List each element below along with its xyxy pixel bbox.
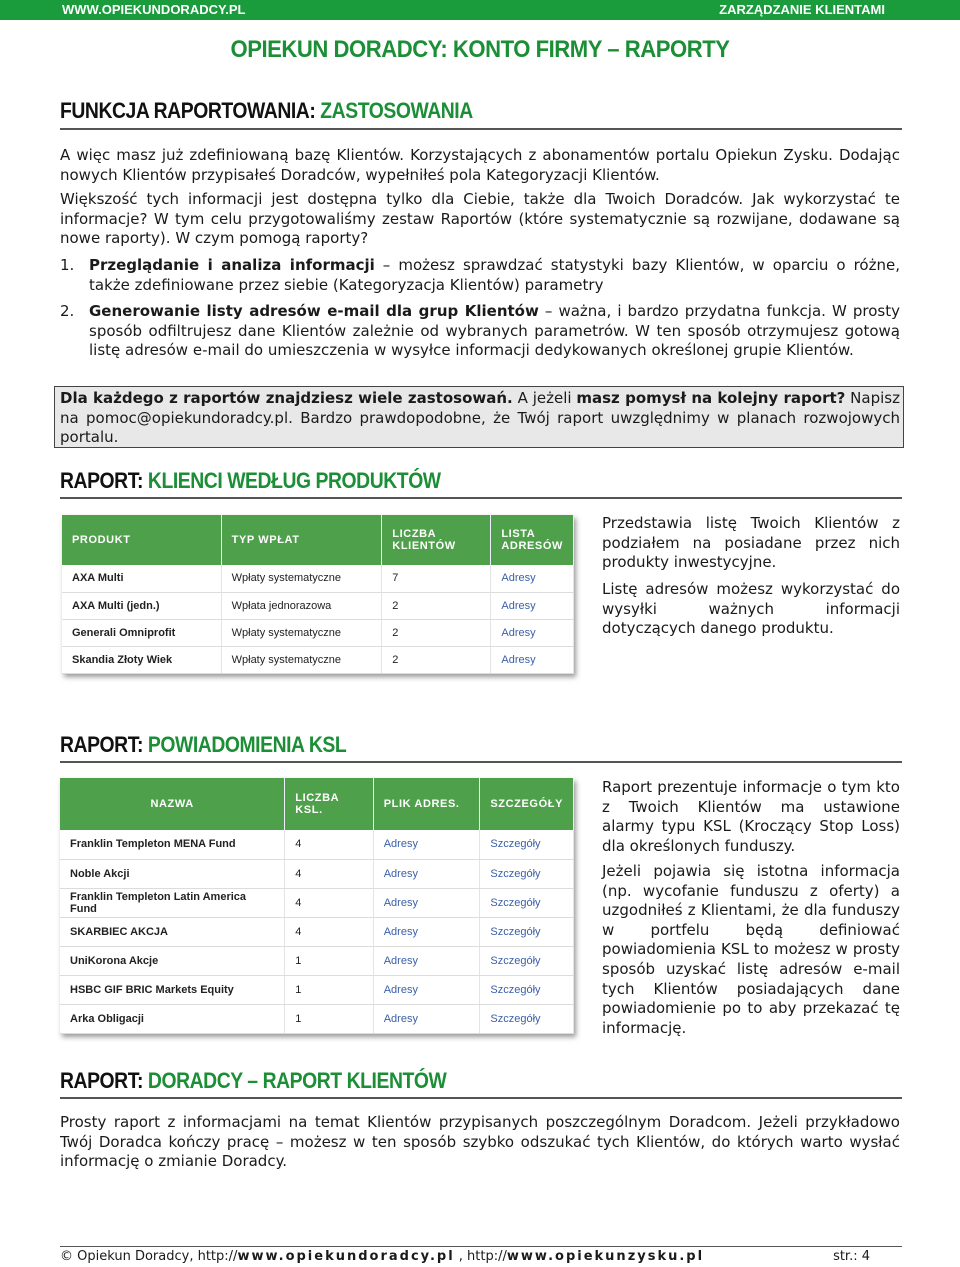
table-cell: 2	[382, 619, 491, 646]
table-link[interactable]: Szczegóły	[480, 946, 574, 975]
highlight-text-2: Napisz na pomoc@opiekundoradcy.pl. Bardzo prawdopodobne, że Twój raport uwzględnimy w planach rozwojowych portalu.	[60, 389, 900, 447]
section-heading-zastosowania	[60, 98, 473, 124]
table-cell: HSBC GIF BRIC Markets Equity	[60, 975, 285, 1004]
table-link[interactable]: Adresy	[491, 565, 574, 592]
footer-rule	[60, 1246, 902, 1247]
col-header: PLIK ADRES.	[373, 778, 480, 830]
table-link[interactable]: Adresy	[491, 592, 574, 619]
list-item	[89, 302, 900, 361]
table-row	[60, 975, 574, 1004]
table-link[interactable]: Szczegóły	[480, 859, 574, 888]
table-cell: 2	[382, 646, 491, 673]
table-cell: UniKorona Akcje	[60, 946, 285, 975]
footer-link-opiekundoradcy[interactable]: www.opiekundoradcy.pl	[237, 1249, 455, 1264]
heading-suffix: POWIADOMIENIA KSL	[147, 732, 347, 757]
table-cell: 1	[285, 1004, 373, 1033]
table-cell: 2	[382, 592, 491, 619]
top-bar	[0, 0, 960, 20]
col-header: NAZWA	[60, 778, 285, 830]
table-link[interactable]: Adresy	[491, 646, 574, 673]
footer-link-opiekunzysku[interactable]: www.opiekunzysku.pl	[506, 1249, 705, 1264]
list-number: 1.	[60, 256, 75, 274]
table-row	[60, 888, 574, 917]
table-link[interactable]: Adresy	[373, 859, 480, 888]
table-row	[60, 830, 574, 859]
table-row	[62, 592, 574, 619]
heading-rule	[60, 1097, 902, 1099]
table-row	[60, 859, 574, 888]
table-link[interactable]: Adresy	[373, 888, 480, 917]
table-link[interactable]: Szczegóły	[480, 975, 574, 1004]
list-item-text: – możesz sprawdzać statystyki bazy Klientów, w oparciu o różne, także zdefiniowane przez siebie (Kategoryzacja Klientów) parametry	[89, 256, 900, 294]
table-cell: 4	[285, 917, 373, 946]
heading-prefix: RAPORT:	[60, 732, 143, 757]
info-paragraph: Większość tych informacji jest dostępna tylko dla Ciebie, także dla Twoich Doradców. Jak wykorzystać te informacje? W tym celu przygotowaliśmy zestaw Raportów (które systematycznie są rozwijane, dodawane są nowe raporty). W czym pomogą raporty?	[60, 190, 900, 248]
table-cell: 1	[285, 975, 373, 1004]
table-cell: SKARBIEC AKCJA	[60, 917, 285, 946]
table-cell: AXA Multi (jedn.)	[62, 592, 221, 619]
col-header: LICZBA KLIENTÓW	[382, 515, 491, 565]
table-link[interactable]: Adresy	[373, 830, 480, 859]
table-cell: Wpłata jednorazowa	[221, 592, 382, 619]
products-description: Przedstawia listę Twoich Klientów z podziałem na posiadane przez nich produkty inwestycyjne.	[602, 514, 900, 572]
table-cell: Wpłaty systematyczne	[221, 565, 382, 592]
list-item-title: Przeglądanie i analiza informacji	[89, 256, 375, 274]
table-cell: AXA Multi	[62, 565, 221, 592]
section-heading-ksl	[60, 732, 346, 758]
heading-rule	[60, 761, 902, 763]
table-cell: Franklin Templeton Latin America Fund	[60, 888, 285, 917]
highlight-text-1: A jeżeli	[512, 389, 577, 407]
table-row	[62, 646, 574, 673]
list-item	[89, 256, 900, 295]
table-link[interactable]: Szczegóły	[480, 1004, 574, 1033]
table-cell: 7	[382, 565, 491, 592]
col-header: LICZBA KSL.	[285, 778, 373, 830]
table-link[interactable]: Adresy	[373, 1004, 480, 1033]
table-link[interactable]: Adresy	[491, 619, 574, 646]
table-cell: Noble Akcji	[60, 859, 285, 888]
highlight-text	[60, 389, 900, 448]
heading-prefix: RAPORT:	[60, 1068, 143, 1093]
ksl-report-table	[60, 778, 574, 1034]
highlight-bold-2: masz pomysł na kolejny raport?	[576, 389, 846, 407]
heading-suffix: DORADCY – RAPORT KLIENTÓW	[147, 1068, 447, 1093]
heading-prefix: FUNKCJA RAPORTOWANIA:	[60, 98, 316, 123]
table-cell: Generali Omniprofit	[62, 619, 221, 646]
table-link[interactable]: Szczegóły	[480, 888, 574, 917]
table-cell: 4	[285, 888, 373, 917]
col-header: SZCZEGÓŁY	[480, 778, 574, 830]
products-report-table	[62, 515, 574, 674]
col-header: LISTA ADRESÓW	[491, 515, 574, 565]
ksl-description-2: Jeżeli pojawia się istotna informacja (np. wycofanie funduszu z oferty) a uzgodniłeś z Klientami, że dla funduszy w portfelu będą definiować powiadomienia KSL to możesz w prosty sposób uzyskać listę adresów e-mail tych Klientów posiadających dane powiadomienie po to aby przekazać tę informację.	[602, 862, 900, 1037]
list-item-text: – ważna, i bardzo przydatna funkcja. W prosty sposób odfiltrujesz dane Klientów zależnie od wybranych parametrów. W ten sposób otrzymujesz gotową listę adresów e-mail do umieszczenia w wysyłce informacji dedykowanych określonej grupie Klientów.	[89, 302, 900, 360]
col-header: PRODUKT	[62, 515, 221, 565]
ksl-description: Raport prezentuje informacje o tym kto z Twoich Klientów ma ustawione alarmy typu KSL (Kroczący Stop Loss) dla określonych funduszy.	[602, 778, 900, 855]
heading-suffix: KLIENCI WEDŁUG PRODUKTÓW	[147, 468, 441, 493]
section-heading-klienci	[60, 468, 441, 494]
table-link[interactable]: Adresy	[373, 946, 480, 975]
header-section: ZARZĄDZANIE KLIENTAMI	[719, 2, 885, 17]
table-link[interactable]: Szczegóły	[480, 917, 574, 946]
table-cell: Wpłaty systematyczne	[221, 619, 382, 646]
footer-mid: , http://	[454, 1249, 507, 1264]
table-row	[60, 946, 574, 975]
list-number: 2.	[60, 302, 75, 320]
footer-prefix: © Opiekun Doradcy, http://	[60, 1249, 238, 1264]
section-heading-doradcy	[60, 1068, 446, 1094]
advisors-paragraph: Prosty raport z informacjami na temat Klientów przypisanych poszczególnym Doradcom. Jeżeli przykładowo Twój Doradca kończy pracę – możesz w ten sposób szybko odszukać tych Klientów, do których warto wysłać informację o zmianie Doradcy.	[60, 1113, 900, 1171]
intro-paragraph: A więc masz już zdefiniowaną bazę Klientów. Korzystających z abonamentów portalu Opiekun Zysku. Dodając nowych Klientów przypisałeś Doradców, wypełniłeś pola Kategoryzacji Klientów.	[60, 146, 900, 184]
table-cell: 1	[285, 946, 373, 975]
table-cell: 4	[285, 859, 373, 888]
highlight-bold-1: Dla każdego z raportów znajdziesz wiele zastosowań.	[60, 389, 513, 407]
heading-suffix: ZASTOSOWANIA	[320, 98, 473, 123]
table-link[interactable]: Szczegóły	[480, 830, 574, 859]
table-link[interactable]: Adresy	[373, 917, 480, 946]
table-cell: Skandia Złoty Wiek	[62, 646, 221, 673]
page-number: str.: 4	[833, 1249, 870, 1264]
page-title: OPIEKUN DORADCY: KONTO FIRMY – RAPORTY	[230, 36, 730, 63]
footer	[60, 1249, 902, 1264]
table-cell: Arka Obligacji	[60, 1004, 285, 1033]
table-cell: Wpłaty systematyczne	[221, 646, 382, 673]
col-header: TYP WPŁAT	[221, 515, 382, 565]
heading-prefix: RAPORT:	[60, 468, 143, 493]
header-site[interactable]: WWW.OPIEKUNDORADCY.PL	[62, 2, 246, 17]
table-link[interactable]: Adresy	[373, 975, 480, 1004]
table-row	[60, 917, 574, 946]
table-row	[62, 565, 574, 592]
list-item-title: Generowanie listy adresów e-mail dla grup Klientów	[89, 302, 539, 320]
table-row	[62, 619, 574, 646]
heading-rule	[60, 497, 902, 499]
heading-rule	[60, 128, 902, 130]
table-cell: Franklin Templeton MENA Fund	[60, 830, 285, 859]
products-description-2: Listę adresów możesz wykorzystać do wysyłki ważnych informacji dotyczących danego produktu.	[602, 580, 900, 638]
table-row	[60, 1004, 574, 1033]
table-cell: 4	[285, 830, 373, 859]
